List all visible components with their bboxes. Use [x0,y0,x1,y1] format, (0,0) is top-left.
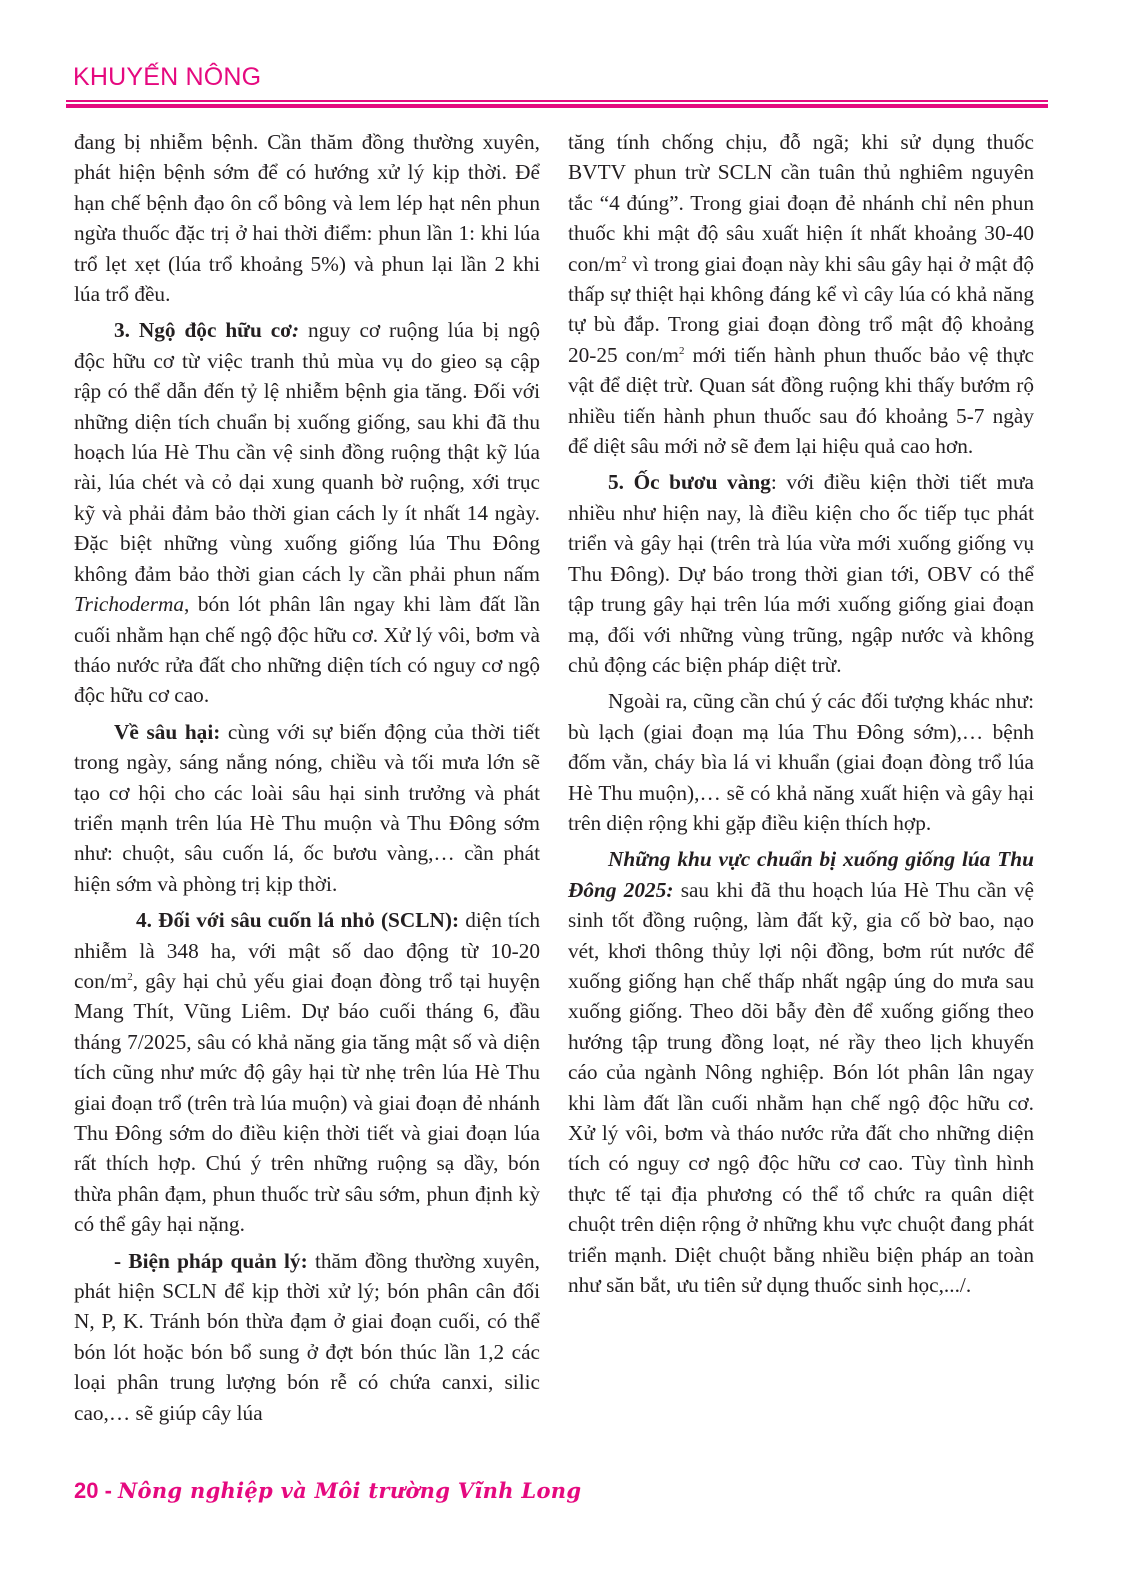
paragraph-text: , gây hại chủ yếu giai đoạn đòng trổ tại huyện Mang Thít, Vũng Liêm. Dự báo cuối tháng 6, đầu tháng 7/2025, sâu có khả năng gia tăng mật số và diện tích cũng như mức độ gây hại từ nhẹ trên lúa Hè Thu giai đoạn trổ (trên trà lúa muộn) và giai đoạn đẻ nhánh Thu Đông sớm do điều kiện thời tiết và giai đoạn lúa rất thích hợp. Chú ý trên những ruộng sạ dầy, bón thừa phân đạm, phun thuốc trừ sâu sớm, phun định kỳ có thể gây hại nặng. [74,968,540,1237]
section-heading: 3. Ngộ độc hữu cơ [114,318,292,343]
paragraph-pests [74,717,540,899]
section-heading: Những khu vực chuẩn bị xuống giống lúa Thu Đông 2025: [568,847,1034,902]
section-heading: Về sâu hại: [114,719,221,744]
header-rule-thin [66,100,1048,102]
paragraph-organic-poisoning [74,315,540,710]
superscript: 2 [678,344,685,357]
paragraph-text: mới tiến hành phun thuốc bảo vệ thực vật để diệt trừ. Quan sát đồng ruộng khi thấy bướm rộ nhiều tiến hành phun thuốc sau đó khoảng 5-7 ngày để diệt sâu mới nở sẽ đem lại hiệu quả cao hơn. [568,342,1034,459]
section-heading: 5. Ốc bươu vàng [608,470,771,495]
section-heading: 4. Đối với sâu cuốn lá nhỏ (SCLN): [136,908,460,933]
header-rule-thick [66,104,1048,108]
paragraph-text: sau khi đã thu hoạch lúa Hè Thu cần vệ sinh tốt đồng ruộng, làm đất kỹ, gia cố bờ bao, nạo vét, khơi thông thủy lợi nội đồng, bơm rút nước để xuống giống hạn chế thấp nhất ngập úng do mưa sau xuống giống. Theo dõi bẫy đèn để xuống giống theo hướng tập trung đồng loạt, né rầy theo lịch khuyến cáo của ngành Nông nghiệp. Bón lót phân lân ngay khi làm đất lần cuối nhằm hạn chế ngộ độc hữu cơ. Xử lý vôi, bơm và tháo nước rửa đất cho những diện tích có nguy cơ ngộ độc hữu cơ cao. Tùy tình hình thực tế tại địa phương có thể tổ chức ra quân diệt chuột trên diện rộng ở những khu vực chuột đang phát triển mạnh. Diệt chuột bằng nhiều biện pháp an toàn như săn bắt, ưu tiên sử dụng thuốc sinh học,.../. [568,877,1035,1298]
paragraph-golden-snail [568,467,1034,680]
paragraph-text: vì trong giai đoạn này khi sâu gây hại ở mật độ thấp sự thiệt hại không đáng kể vì cây lúa có khả năng tự bù đắp. Trong giai đoạn đòng trổ mật độ khoảng 20-25 con/m [568,251,1034,367]
paragraph-sowing-areas [568,844,1034,1300]
page-number: 20 - [74,1478,119,1503]
paragraph-text: nguy cơ ruộng lúa bị ngộ độc hữu cơ từ việc tranh thủ mùa vụ do gieo sạ cập rập có thể dẫn đến tỷ lệ nhiễm bệnh gia tăng. Đối với những diện tích chuẩn bị xuống giống, sau khi đã thu hoạch lúa Hè Thu cần vệ sinh đồng ruộng thật kỹ lúa rài, lúa chét và cỏ dại xung quanh bờ ruộng, xới trục kỹ và phải đảm bảo thời gian cách ly ít nhất 14 ngày. Đặc biệt những vùng xuống giống lúa Thu Đông không đảm bảo thời gian cách ly cần phải phun nấm [74,318,540,586]
species-name: Trichoderma [74,592,185,617]
paragraph-leaf-folder [74,905,540,1239]
page-footer [74,1478,581,1504]
paragraph-other-pests [568,686,1034,838]
paragraph-text: : với điều kiện thời tiết mưa nhiều như hiện nay, là điều kiện cho ốc tiếp tục phát triển và gây hại (trên trà lúa vừa mới xuống giống vụ Thu Đông). Dự báo trong thời gian tới, OBV có thể tập trung gây hại trên lúa mới xuống giống giai đoạn mạ, đối với những vùng trũng, ngập nước và không chủ động các biện pháp diệt trừ. [568,470,1035,677]
paragraph-text: đang bị nhiễm bệnh. Cần thăm đồng thường xuyên, phát hiện bệnh sớm để có hướng xử lý kịp thời. Để hạn chế bệnh đạo ôn cổ bông và lem lép hạt nên phun ngừa thuốc đặc trị ở hai thời điểm: phun lần 1: khi lúa trổ lẹt xẹt (lúa trổ khoảng 5%) và phun lại lần 2 khi lúa trổ đều. [74,130,540,307]
paragraph-text: diện tích nhiễm là 348 ha, với mật số dao động từ 10-20 con/m [74,908,540,993]
paragraph-management [74,1246,540,1428]
section-title: KHUYẾN NÔNG [73,63,262,91]
left-column [74,127,540,1434]
right-column [568,127,1034,1306]
superscript: 2 [127,970,133,983]
paragraph-text: , bón lót phân lân ngay khi làm đất lần cuối nhằm hạn chế ngộ độc hữu cơ. Xử lý vôi, bơm và tháo nước rửa đất cho những diện tích có nguy cơ ngộ độc hữu cơ cao. [74,592,540,708]
paragraph-text: cùng với sự biến động của thời tiết trong ngày, sáng nắng nóng, chiều và tối mưa lớn sẽ tạo cơ hội cho các loài sâu hại sinh trưởng và phát triển mạnh trên lúa Hè Thu muộn và Thu Đông sớm như: chuột, sâu cuốn lá, ốc bươu vàng,… cần phát hiện sớm và phòng trị kịp thời. [74,719,540,896]
section-heading: - Biện pháp quản lý: [114,1248,308,1273]
paragraph-pesticide-rules [568,127,1034,461]
paragraph-text: Ngoài ra, cũng cần chú ý các đối tượng khác như: bù lạch (giai đoạn mạ lúa Thu Đông sớm),… bệnh đốm vằn, cháy bìa lá vi khuẩn (giai đoạn đòng trổ lúa Hè Thu muộn),… sẽ có khả năng xuất hiện và gây hại trên diện rộng khi gặp điều kiện thích hợp. [568,689,1034,835]
paragraph-disease-prevention [74,127,540,309]
magazine-name: Nông nghiệp và Môi trường Vĩnh Long [118,1478,582,1503]
heading-colon: : [291,318,300,343]
paragraph-text: tăng tính chống chịu, đỗ ngã; khi sử dụng thuốc BVTV phun trừ SCLN cần tuân thủ nghiêm nguyên tắc “4 đúng”. Trong giai đoạn đẻ nhánh chỉ nên phun thuốc khi mật độ sâu xuất hiện ít nhất khoảng 30-40 con/m [568,130,1034,276]
paragraph-text: thăm đồng thường xuyên, phát hiện SCLN để kịp thời xử lý; bón phân cân đối N, P, K. Tránh bón thừa đạm ở giai đoạn cuối, có thể bón lót hoặc bón bổ sung ở đợt bón thúc lần 1,2 các loại phân trung lượng bón rễ có chứa canxi, silic cao,… sẽ giúp cây lúa [74,1248,540,1425]
superscript: 2 [621,253,627,266]
